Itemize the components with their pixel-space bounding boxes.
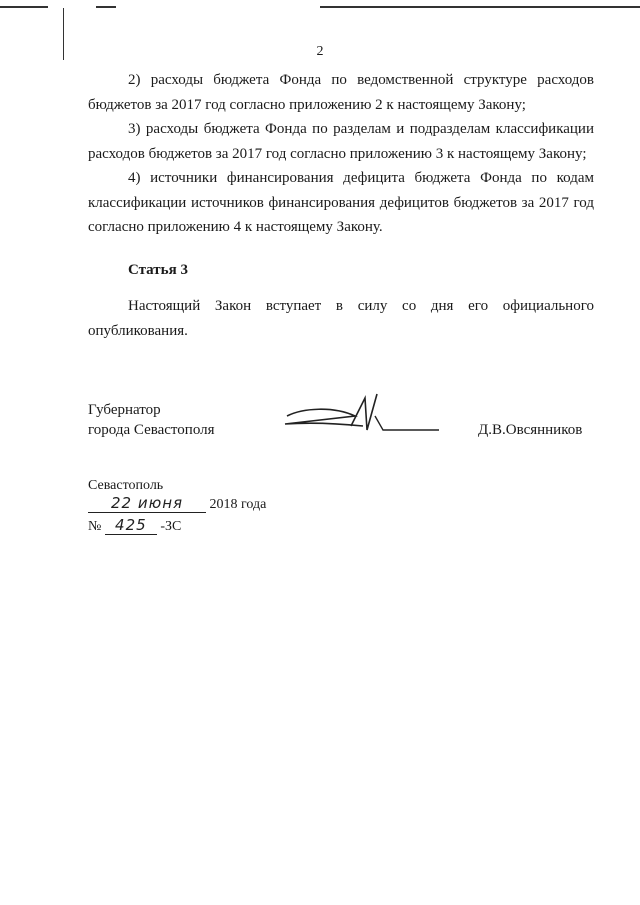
number-suffix: -ЗС <box>160 519 182 534</box>
page-number: 2 <box>316 44 324 59</box>
law-item-4: 4) источники финансирования дефицита бюджета Фонда по кодам классификации источников финансирования дефицитов бюджетов за 2017 год согласно приложению 4 к настоящему Закону. <box>88 170 594 235</box>
governor-title-line1: Губернатор <box>88 402 161 418</box>
law-number-line <box>88 516 181 535</box>
date-year: 2018 года <box>209 497 267 512</box>
article-heading: Статья 3 <box>128 262 188 278</box>
governor-name: Д.В.Овсянников <box>478 422 583 438</box>
date-handwritten: 22 июня <box>88 494 206 513</box>
article-paragraph: Настоящий Закон вступает в силу со дня его официального опубликования. <box>88 298 594 339</box>
number-handwritten: 425 <box>105 516 157 535</box>
date-line <box>88 494 266 513</box>
scan-artifact-line <box>0 6 48 8</box>
law-item-2: 2) расходы бюджета Фонда по ведомственной структуре расходов бюджетов за 2017 год согласно приложению 2 к настоящему Закону; <box>88 72 594 113</box>
scan-artifact-line <box>320 6 640 8</box>
governor-title <box>88 400 215 440</box>
governor-title-line2: города Севастополя <box>88 422 215 438</box>
handwritten-signature <box>283 386 443 436</box>
law-item-3: 3) расходы бюджета Фонда по разделам и подразделам классификации расходов бюджетов за 2017 год согласно приложению 3 к настоящему Закону; <box>88 121 594 162</box>
number-prefix: № <box>88 519 102 534</box>
place-city: Севастополь <box>88 478 164 493</box>
scan-artifact-line <box>96 6 116 8</box>
article-text <box>88 294 594 343</box>
law-items <box>88 68 594 240</box>
